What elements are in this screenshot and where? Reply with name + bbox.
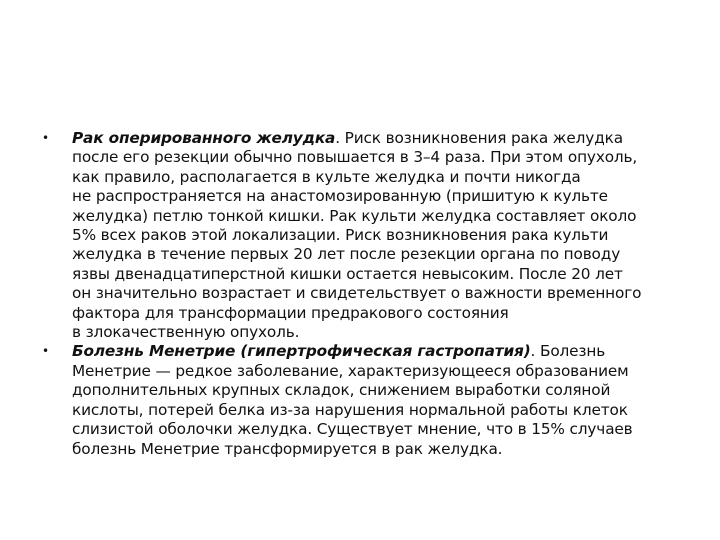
bullet-text-line: дополнительных крупных складок, снижением выработки соляной bbox=[72, 381, 611, 400]
bullet-dot-icon: • bbox=[42, 344, 49, 359]
bullet-list bbox=[42, 129, 682, 459]
bullet-item-gastric-stump-cancer bbox=[42, 129, 682, 342]
bullet-text-line: Менетрие — редкое заболевание, характеризующееся образованием bbox=[72, 361, 629, 380]
bullet-text-line: не распространяется на анастомозированную (пришитую к культе bbox=[72, 187, 608, 206]
bullet-text-line: язвы двенадцатиперстной кишки остается невысоким. После 20 лет bbox=[72, 264, 623, 283]
bullet-text-line: болезнь Менетрие трансформируется в рак желудка. bbox=[72, 439, 503, 458]
bullet-text-line: желудка) петлю тонкой кишки. Рак культи желудка составляет около bbox=[72, 206, 637, 225]
bullet-lead-term: Рак оперированного желудка bbox=[72, 129, 336, 147]
bullet-first-line bbox=[72, 342, 682, 361]
bullet-text-line: как правило, располагается в культе желудка и почти никогда bbox=[72, 167, 581, 186]
bullet-text-line: кислоты, потерей белка из-за нарушения нормальной работы клеток bbox=[72, 400, 628, 419]
bullet-first-line-text: . Риск возникновения рака желудка bbox=[335, 129, 623, 147]
bullet-lead-term: Болезнь Менетрие (гипертрофическая гастропатия) bbox=[72, 342, 531, 361]
bullet-text-line: в злокачественную опухоль. bbox=[72, 323, 300, 342]
bullet-text-line: слизистой оболочки желудка. Существует мнение, что в 15% случаев bbox=[72, 420, 633, 439]
bullet-text-line: после его резекции обычно повышается в 3–4 раза. При этом опухоль, bbox=[72, 148, 638, 167]
bullet-text-line: 5% всех раков этой локализации. Риск возникновения рака культи bbox=[72, 226, 609, 245]
bullet-text-line: желудка в течение первых 20 лет после резекции органа по поводу bbox=[72, 245, 621, 264]
bullet-first-line-text: . Болезнь bbox=[530, 342, 606, 361]
bullet-dot-icon: • bbox=[42, 131, 49, 145]
bullet-text-line: он значительно возрастает и свидетельствует о важности временного bbox=[72, 284, 642, 303]
bullet-first-line bbox=[72, 129, 682, 148]
bullet-text-line: фактора для трансформации предракового состояния bbox=[72, 303, 509, 322]
bullet-item-menetrier-disease bbox=[42, 342, 682, 458]
